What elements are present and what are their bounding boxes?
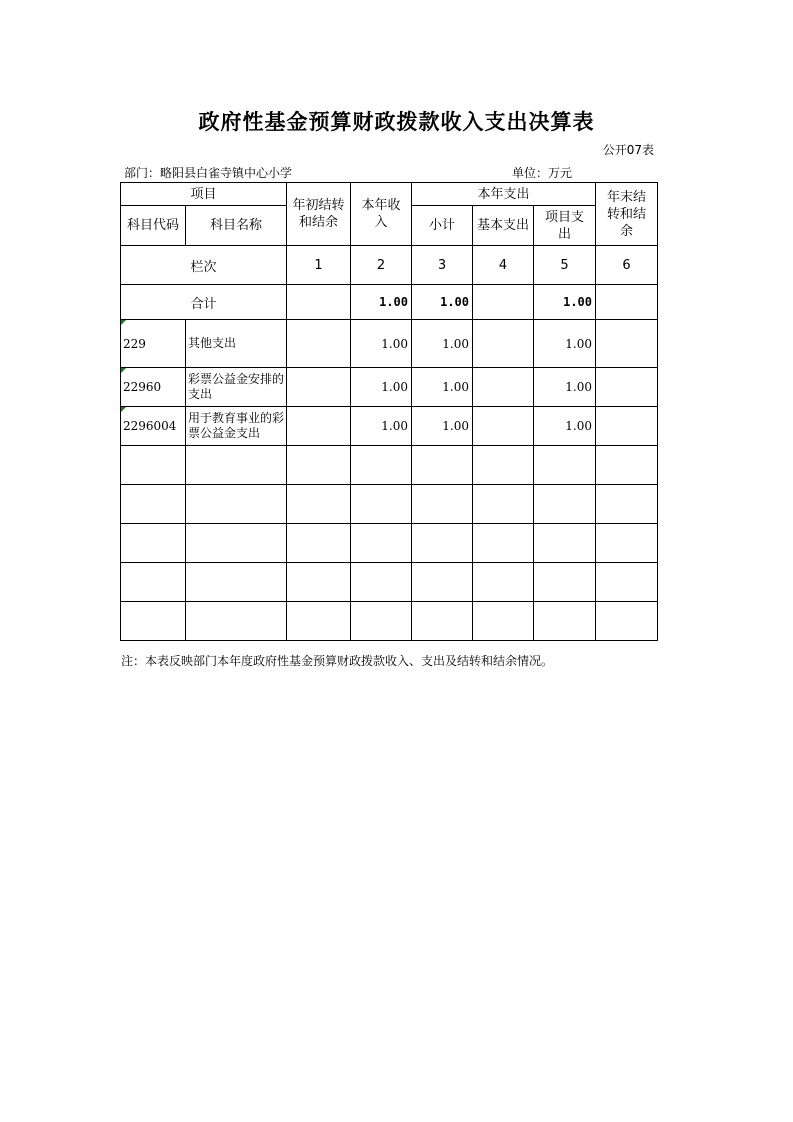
empty-row: [121, 563, 658, 602]
empty-row: [121, 524, 658, 563]
header-basic: 基本支出: [473, 206, 534, 246]
column-index-row: [121, 246, 658, 285]
row-subtotal: 1.00: [412, 407, 473, 446]
unit-label: 单位：万元: [512, 166, 573, 180]
column-index-5: 5: [534, 246, 596, 285]
row-name: 彩票公益金安排的支出: [186, 368, 287, 407]
cell-marker-icon: [121, 368, 126, 373]
total-subtotal: 1.00: [412, 285, 473, 320]
header-item: 项目: [121, 183, 287, 206]
department-label: 部门：略阳县白雀寺镇中心小学: [124, 166, 293, 180]
header-income: 本年收入: [351, 183, 412, 246]
page-title: 政府性基金预算财政拨款收入支出决算表: [198, 110, 595, 134]
row-income: 1.00: [351, 407, 412, 446]
row-closing: [596, 368, 658, 407]
row-closing: [596, 407, 658, 446]
row-project: 1.00: [534, 407, 596, 446]
column-index-label: 栏次: [121, 246, 287, 285]
total-label: 合计: [121, 285, 287, 320]
row-opening: [287, 320, 351, 368]
row-code: 229: [121, 320, 186, 368]
column-index-1: 1: [287, 246, 351, 285]
row-subtotal: 1.00: [412, 320, 473, 368]
cell-marker-icon: [121, 407, 126, 412]
column-index-3: 3: [412, 246, 473, 285]
total-project: 1.00: [534, 285, 596, 320]
total-opening: [287, 285, 351, 320]
row-basic: [473, 368, 534, 407]
row-project: 1.00: [534, 368, 596, 407]
row-income: 1.00: [351, 368, 412, 407]
budget-table: [120, 182, 658, 641]
row-name: 用于教育事业的彩票公益金支出: [186, 407, 287, 446]
empty-row: [121, 602, 658, 641]
total-income: 1.00: [351, 285, 412, 320]
row-subtotal: 1.00: [412, 368, 473, 407]
empty-row: [121, 485, 658, 524]
total-row: [121, 285, 658, 320]
header-name: 科目名称: [186, 206, 287, 246]
header-expense: 本年支出: [412, 183, 596, 206]
header-closing: 年末结转和结余: [596, 183, 658, 246]
table-row: [121, 368, 658, 407]
total-basic: [473, 285, 534, 320]
row-code: 22960: [121, 368, 186, 407]
row-name: 其他支出: [186, 320, 287, 368]
header-project: 项目支出: [534, 206, 596, 246]
row-income: 1.00: [351, 320, 412, 368]
column-index-2: 2: [351, 246, 412, 285]
column-index-4: 4: [473, 246, 534, 285]
column-index-6: 6: [596, 246, 658, 285]
row-project: 1.00: [534, 320, 596, 368]
row-code: 2296004: [121, 407, 186, 446]
header-opening: 年初结转和结余: [287, 183, 351, 246]
table-row: [121, 407, 658, 446]
row-closing: [596, 320, 658, 368]
cell-marker-icon: [121, 320, 126, 325]
empty-row: [121, 446, 658, 485]
row-basic: [473, 320, 534, 368]
table-row: [121, 320, 658, 368]
header-subtotal: 小计: [412, 206, 473, 246]
header-code: 科目代码: [121, 206, 186, 246]
total-closing: [596, 285, 658, 320]
row-opening: [287, 407, 351, 446]
form-number: 公开07表: [602, 143, 654, 157]
footnote: 注：本表反映部门本年度政府性基金预算财政拨款收入、支出及结转和结余情况。: [121, 654, 554, 668]
row-opening: [287, 368, 351, 407]
row-basic: [473, 407, 534, 446]
